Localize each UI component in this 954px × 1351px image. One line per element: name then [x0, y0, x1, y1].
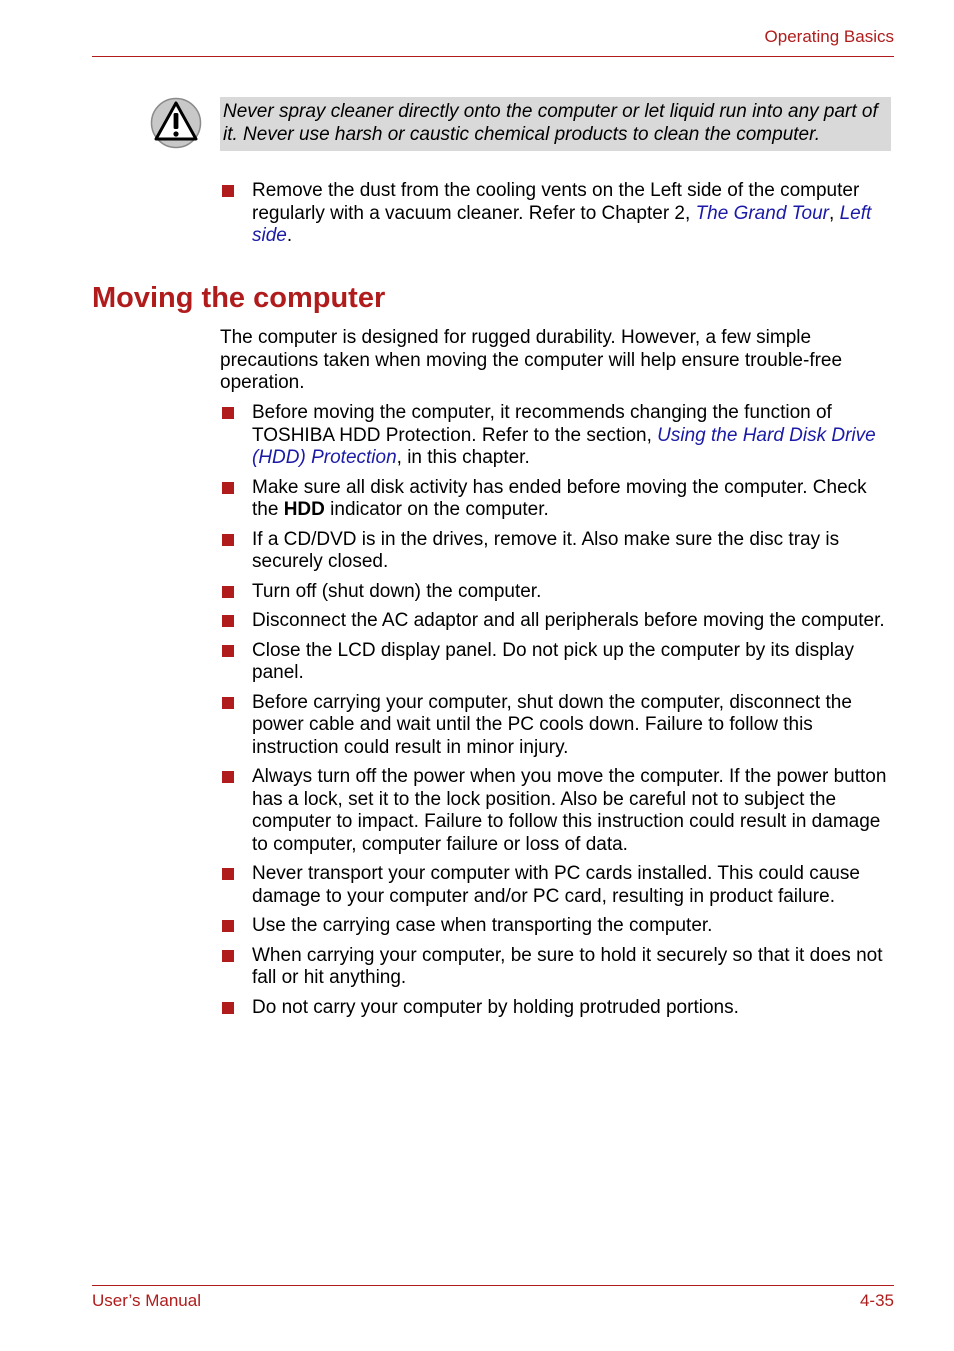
cleaning-list [220, 180, 892, 248]
running-header: Operating Basics [764, 27, 894, 46]
link-left-side[interactable]: Left side [252, 202, 872, 246]
bullet-marker [222, 1002, 234, 1014]
bullet-marker [222, 645, 234, 657]
section-intro: The computer is designed for rugged durability. However, a few simple precautions taken when moving the computer will help ensure trouble-free operation. [220, 327, 843, 393]
list-item: Always turn off the power when you move the computer. If the power button has a lock, set it to the lock position. Also be careful not to subject the computer to impact. Failure to follow this instruction could result in damage to computer, computer failure or loss of data. [220, 766, 892, 856]
footer-rule [92, 1285, 894, 1286]
list-item: Before moving the computer, it recommends changing the function of TOSHIBA HDD Protection. Refer to the section, Using the Hard Disk Drive (HDD) Protection, in this chapter. [220, 402, 892, 470]
list-item: When carrying your computer, be sure to hold it securely so that it does not fall or hit anything. [220, 945, 892, 990]
hdd-label: HDD [283, 499, 325, 520]
list-item: Remove the dust from the cooling vents on the Left side of the computer regularly with a vacuum cleaner. Refer to Chapter 2, The Grand Tour, Left side. [220, 180, 892, 248]
link-hdd-protection[interactable]: Using the Hard Disk Drive (HDD) Protection [252, 424, 876, 468]
list-item: Turn off (shut down) the computer. [220, 581, 892, 604]
footer-manual-title: User’s Manual [92, 1291, 201, 1310]
bullet-marker [222, 482, 234, 494]
footer-page-number: 4-35 [859, 1291, 894, 1310]
header-rule [92, 56, 894, 57]
warning-triangle-icon [150, 97, 202, 149]
list-item: Use the carrying case when transporting the computer. [220, 915, 892, 938]
list-item: Make sure all disk activity has ended before moving the computer. Check the HDD indicator on the computer. [220, 477, 892, 522]
bullet-marker [222, 185, 234, 197]
list-item: Close the LCD display panel. Do not pick up the computer by its display panel. [220, 640, 892, 685]
caution-box: Never spray cleaner directly onto the computer or let liquid run into any part of it. Never use harsh or caustic chemical products to clean the computer. [220, 97, 891, 151]
section-title: Moving the computer [92, 282, 386, 314]
moving-precautions-list [220, 402, 892, 1019]
bullet-marker [222, 615, 234, 627]
list-item: Disconnect the AC adaptor and all peripherals before moving the computer. [220, 610, 892, 633]
list-item: Never transport your computer with PC cards installed. This could cause damage to your computer and/or PC card, resulting in product failure. [220, 863, 892, 908]
list-item: Do not carry your computer by holding protruded portions. [220, 997, 892, 1020]
list-item: Before carrying your computer, shut down the computer, disconnect the power cable and wait until the PC cools down. Failure to follow this instruction could result in minor injury. [220, 692, 892, 760]
bullet-marker [222, 534, 234, 546]
bullet-marker [222, 407, 234, 419]
list-item: If a CD/DVD is in the drives, remove it. Also make sure the disc tray is securely closed. [220, 529, 892, 574]
bullet-marker [222, 771, 234, 783]
bullet-marker [222, 697, 234, 709]
bullet-marker [222, 868, 234, 880]
bullet-marker [222, 920, 234, 932]
link-the-grand-tour[interactable]: The Grand Tour [695, 202, 829, 224]
bullet-marker [222, 950, 234, 962]
bullet-marker [222, 586, 234, 598]
